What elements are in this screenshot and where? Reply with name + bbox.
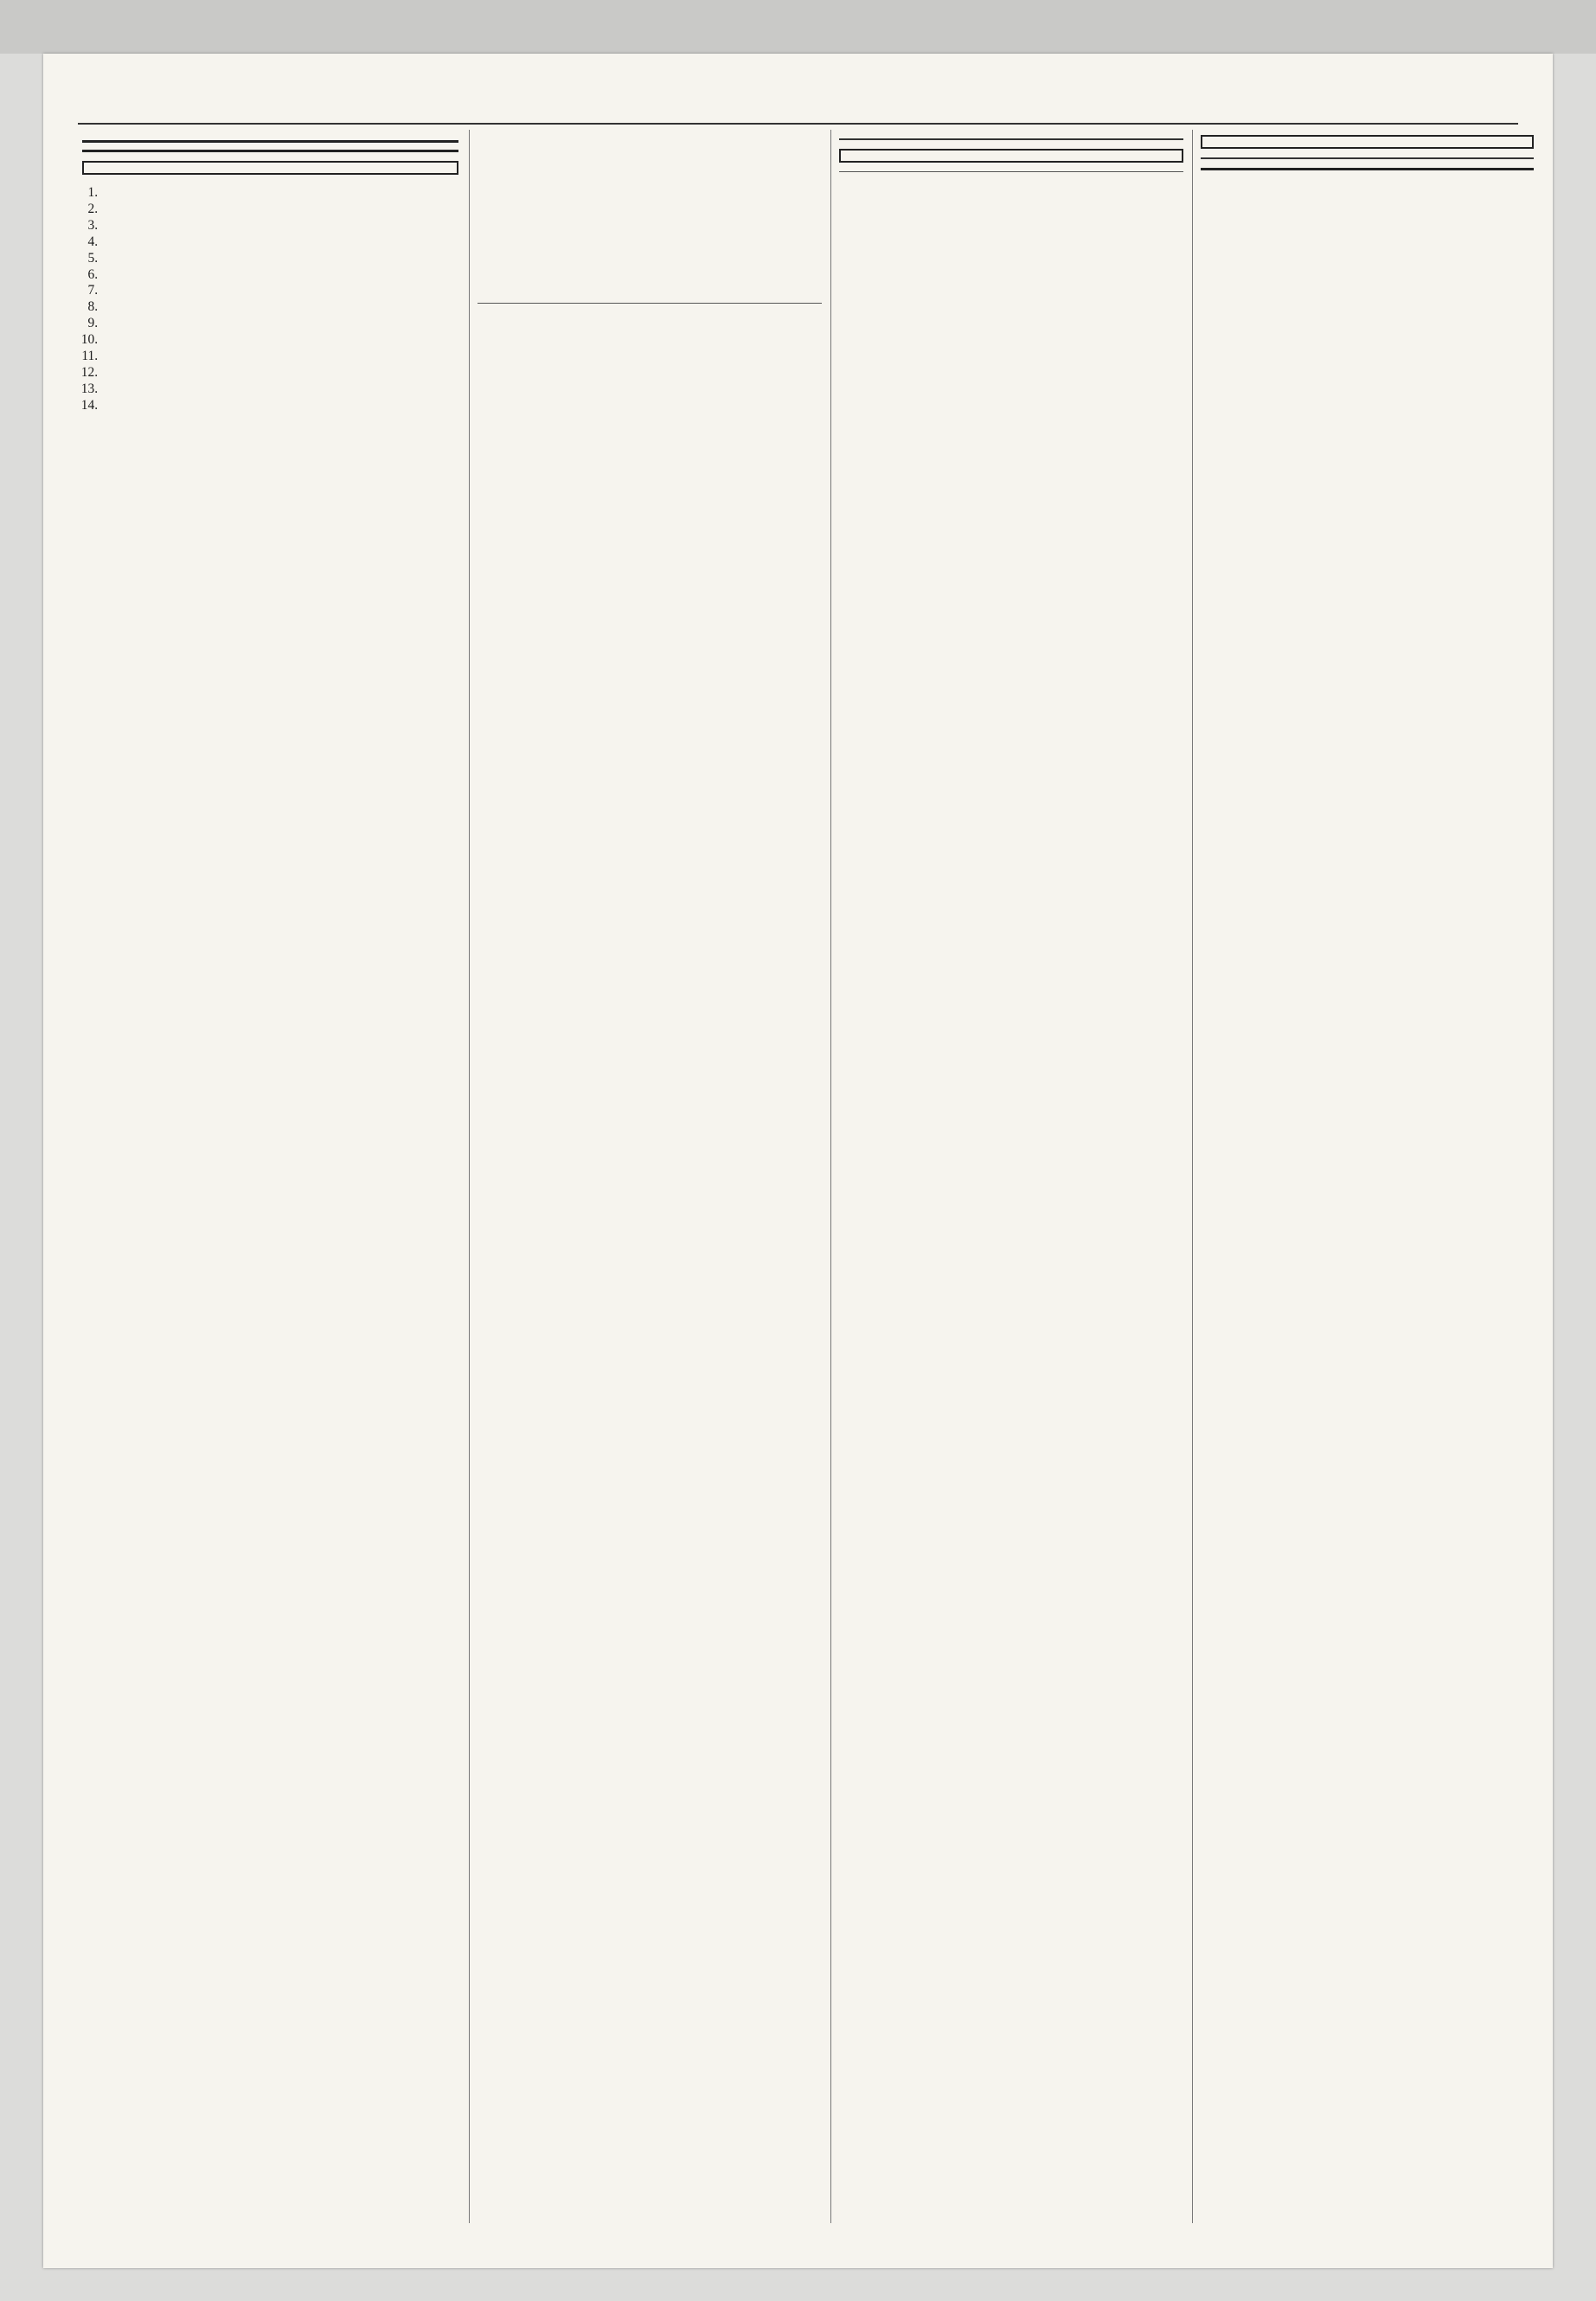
list-item — [101, 267, 458, 284]
kinderhoekje-title — [82, 161, 458, 175]
list-item — [101, 332, 458, 349]
raadsel-list — [82, 185, 458, 414]
hoe-laat-title — [1201, 135, 1534, 149]
kijkt-title — [839, 149, 1183, 163]
list-item — [101, 299, 458, 316]
list-item — [101, 349, 458, 365]
banner-spacer — [478, 133, 822, 296]
list-item — [101, 398, 458, 414]
scan-margin — [0, 0, 1596, 54]
list-item — [101, 251, 458, 267]
list-item — [101, 316, 458, 332]
divider — [478, 303, 822, 304]
list-item — [101, 234, 458, 251]
column-divider — [830, 130, 831, 2223]
divider — [839, 171, 1183, 172]
column-1 — [82, 130, 458, 2223]
header-rule — [78, 123, 1518, 125]
list-item — [101, 381, 458, 398]
column-divider — [469, 130, 470, 2223]
list-item — [101, 283, 458, 299]
dierenbescherming-title — [1201, 168, 1534, 174]
list-item — [101, 218, 458, 234]
nieuws-uit-de-kerken — [1201, 130, 1534, 2223]
divider — [839, 138, 1183, 140]
column-2 — [478, 130, 822, 2223]
page-header — [78, 95, 1518, 121]
column-divider — [1192, 130, 1193, 2223]
list-item — [101, 202, 458, 218]
list-item — [101, 365, 458, 381]
divider — [1201, 157, 1534, 159]
column-3 — [839, 130, 1183, 2223]
list-item — [101, 185, 458, 202]
weather-banner — [82, 140, 458, 152]
